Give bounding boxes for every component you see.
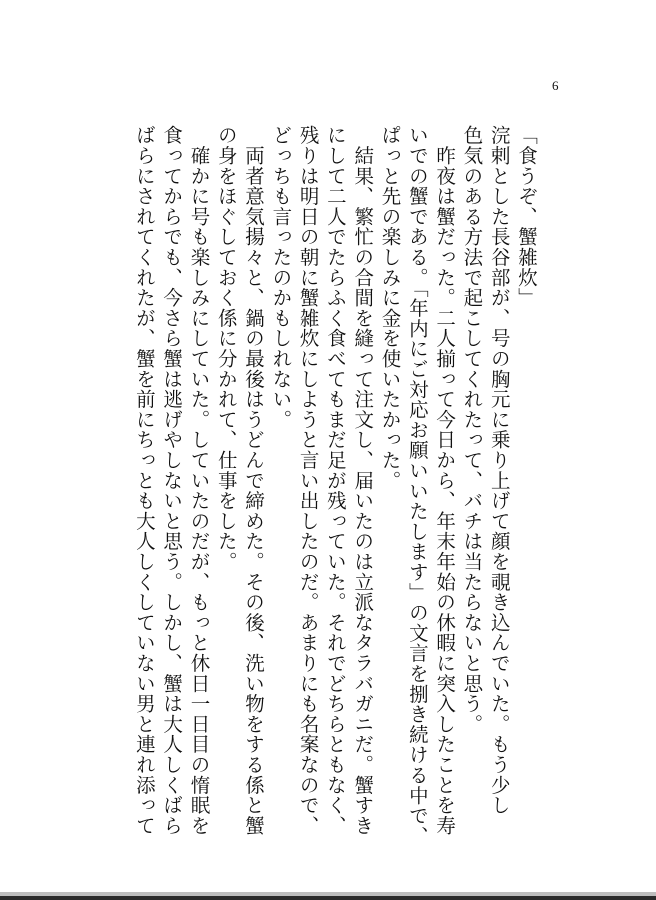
text-line: にして二人でたらふく食べてもまだ足が残っていた。それでどちらともなく、 xyxy=(323,125,347,836)
text-line: 色気のある方法で起こしてくれたって、バチは当たらないと思う。 xyxy=(460,125,484,734)
page-number: 6 xyxy=(552,78,559,93)
text-line: 食ってからでも、今さら蟹は逃げやしないと思う。しかし、蟹は大人しくばら xyxy=(160,125,184,836)
text-line: 浣剌とした長谷部が、号の胸元に乗り上げて顔を覗き込んでいた。もう少し xyxy=(487,125,511,816)
text-line: 両者意気揚々と、鍋の最後はうどんで締めた。その後、洗い物をする係と蟹 xyxy=(242,125,266,836)
text-line: 確かに号も楽しみにしていた。していたのだが、もっと休日一日目の惰眠を xyxy=(187,125,211,836)
text-line: どっちも言ったのかもしれない。 xyxy=(269,125,293,430)
text-line: 結果、繁忙の合間を縫って注文し、届いたのは立派なタラバガニだ。蟹すき xyxy=(351,125,375,836)
text-line: いでの蟹である。「年内にご対応お願いいたします」の文言を捌き続ける中で、 xyxy=(405,125,429,847)
vertical-text-body xyxy=(120,125,540,847)
text-line: 「食うぞ、蟹雑炊」 xyxy=(515,125,538,308)
text-line: 昨夜は蟹だった。二人揃って今日から、年末年始の休暇に突入したことを寿 xyxy=(433,125,457,836)
text-line: 残りは明日の朝に蟹雑炊にしようと言い出したのだ。あまりにも名案なので、 xyxy=(296,125,320,836)
text-line: ぱっと先の楽しみに金を使いたかった。 xyxy=(378,125,402,491)
text-line: の身をほぐしておく係に分かれて、仕事をした。 xyxy=(214,125,238,572)
text-line: ばらにされてくれたが、蟹を前にちっとも大人しくしていない男と連れ添って xyxy=(132,125,156,836)
page-bottom-edge xyxy=(0,896,656,900)
